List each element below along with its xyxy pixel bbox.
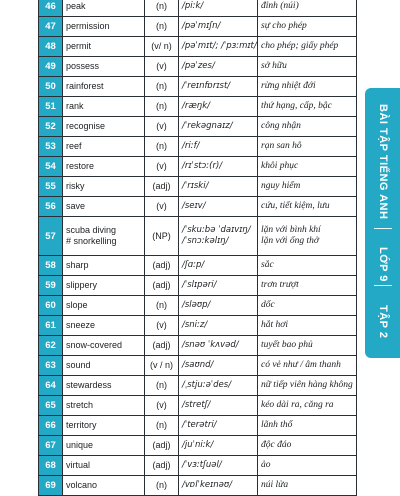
meaning-cell-text: lặn với bình khí: [261, 225, 321, 235]
pronunciation-cell-text: /pəˈzes/: [182, 61, 215, 71]
pronunciation-cell-text: /sləʊp/: [182, 300, 211, 310]
row-number-cell: [39, 197, 63, 217]
pronunciation-cell: [179, 77, 258, 97]
table-row: [39, 0, 357, 17]
meaning-cell-text: sự cho phép: [261, 21, 307, 31]
row-number-cell: [39, 137, 63, 157]
row-number-cell: [39, 37, 63, 57]
row-number-cell: [39, 356, 63, 376]
part-of-speech-cell-text: (v): [156, 161, 167, 171]
table-row: [39, 356, 357, 376]
pronunciation-cell: [179, 157, 258, 177]
word-cell: [63, 356, 145, 376]
word-cell-text: permission: [66, 21, 110, 31]
meaning-cell: [258, 37, 357, 57]
meaning-cell: [258, 296, 357, 316]
pronunciation-cell: [179, 476, 258, 496]
meaning-cell: [258, 436, 357, 456]
pronunciation-cell: [179, 117, 258, 137]
meaning-cell-text: dốc: [261, 300, 275, 310]
table-row: [39, 276, 357, 296]
meaning-cell: [258, 137, 357, 157]
part-of-speech-cell: [145, 0, 179, 17]
word-cell: [63, 97, 145, 117]
word-cell-text: virtual: [66, 460, 91, 470]
word-cell: [63, 276, 145, 296]
part-of-speech-cell-text: (v): [156, 61, 167, 71]
row-number-cell: [39, 57, 63, 77]
pronunciation-cell-text: /ˈrɪski/: [182, 181, 209, 191]
volume-label: TẬP 2: [377, 305, 389, 339]
meaning-cell: [258, 157, 357, 177]
word-cell-text: sneeze: [66, 320, 96, 330]
part-of-speech-cell: [145, 157, 179, 177]
row-number-cell: [39, 157, 63, 177]
meaning-cell-text: lãnh thổ: [261, 420, 293, 430]
table-row: [39, 316, 357, 336]
meaning-cell-text: độc đáo: [261, 440, 292, 450]
row-number-cell: [39, 456, 63, 476]
row-number-cell: [39, 0, 63, 17]
meaning-cell-text: rạn san hô: [261, 141, 302, 151]
word-cell-text: permit: [66, 41, 92, 51]
meaning-cell: [258, 476, 357, 496]
word-cell-text: scuba diving: [66, 225, 117, 235]
meaning-cell-text: đỉnh (núi): [261, 1, 299, 11]
pronunciation-cell-text: /pəˈmɪt/; /ˈpɜːmɪt/: [182, 41, 257, 51]
meaning-cell: [258, 316, 357, 336]
word-cell: [63, 436, 145, 456]
row-number-cell-text: 65: [45, 400, 56, 411]
table-row: [39, 416, 357, 436]
part-of-speech-cell-text: (n): [156, 420, 167, 430]
word-cell: [63, 336, 145, 356]
meaning-cell: [258, 177, 357, 197]
pronunciation-cell: [179, 197, 258, 217]
row-number-cell-text: 59: [45, 280, 56, 291]
word-cell: [63, 217, 145, 256]
part-of-speech-cell: [145, 97, 179, 117]
vocabulary-table-body: [39, 0, 357, 496]
part-of-speech-cell-text: (NP): [152, 230, 171, 241]
row-number-cell-text: 67: [45, 440, 56, 451]
meaning-cell-text: kéo dài ra, căng ra: [261, 400, 334, 410]
meaning-cell-text: thứ hạng, cấp, bậc: [261, 101, 332, 111]
word-cell: [63, 117, 145, 137]
meaning-cell: [258, 416, 357, 436]
part-of-speech-cell-text: (n): [156, 480, 167, 490]
part-of-speech-cell: [145, 316, 179, 336]
part-of-speech-cell: [145, 356, 179, 376]
row-number-cell-text: 64: [45, 380, 56, 391]
row-number-cell-text: 46: [45, 1, 56, 12]
word-cell-text: unique: [66, 440, 94, 450]
meaning-cell: [258, 336, 357, 356]
part-of-speech-cell: [145, 336, 179, 356]
row-number-cell: [39, 256, 63, 276]
row-number-cell-text: 53: [45, 141, 56, 152]
pronunciation-cell: [179, 256, 258, 276]
word-cell: [63, 137, 145, 157]
part-of-speech-cell: [145, 77, 179, 97]
word-cell-text: slippery: [66, 280, 98, 290]
row-number-cell-text: 66: [45, 420, 56, 431]
meaning-cell-text: có vẻ như / âm thanh: [261, 360, 341, 370]
pronunciation-cell: [179, 296, 258, 316]
part-of-speech-cell: [145, 416, 179, 436]
word-cell-text: sound: [66, 360, 91, 370]
row-number-cell: [39, 97, 63, 117]
pronunciation-cell-text: /stretʃ/: [182, 400, 211, 410]
meaning-cell-text: sở hữu: [261, 61, 287, 71]
meaning-cell: [258, 0, 357, 17]
row-number-cell-text: 61: [45, 320, 56, 331]
pronunciation-cell-text: /rɪˈstɔː(r)/: [182, 161, 223, 171]
pronunciation-cell-text: /saʊnd/: [182, 360, 214, 370]
part-of-speech-cell-text: (adj): [152, 280, 171, 290]
table-row: [39, 57, 357, 77]
pronunciation-cell: [179, 137, 258, 157]
row-number-cell-text: 48: [45, 41, 56, 52]
pronunciation-cell: [179, 356, 258, 376]
part-of-speech-cell: [145, 436, 179, 456]
part-of-speech-cell: [145, 57, 179, 77]
pronunciation-cell-text: /vɒlˈkeɪnəʊ/: [182, 480, 233, 490]
meaning-cell-text: nguy hiểm: [261, 181, 301, 191]
word-cell-text: save: [66, 201, 86, 211]
meaning-cell: [258, 456, 357, 476]
row-number-cell: [39, 17, 63, 37]
meaning-cell: [258, 256, 357, 276]
table-row: [39, 157, 357, 177]
table-row: [39, 117, 357, 137]
word-cell-text: rainforest: [66, 81, 104, 91]
part-of-speech-cell-text: (v): [156, 201, 167, 211]
pronunciation-cell-text: /sniːz/: [182, 320, 208, 330]
part-of-speech-cell: [145, 177, 179, 197]
word-cell: [63, 157, 145, 177]
part-of-speech-cell-text: (adj): [152, 340, 171, 350]
part-of-speech-cell-text: (v / n): [149, 360, 173, 370]
side-tab-divider: [374, 228, 392, 229]
row-number-cell: [39, 217, 63, 256]
row-number-cell-text: 62: [45, 340, 56, 351]
meaning-cell: [258, 197, 357, 217]
table-row: [39, 396, 357, 416]
part-of-speech-cell-text: (adj): [152, 460, 171, 470]
row-number-cell-text: 56: [45, 201, 56, 212]
vocabulary-table: [38, 0, 357, 496]
row-number-cell: [39, 416, 63, 436]
row-number-cell-text: 57: [45, 230, 56, 242]
table-row: [39, 97, 357, 117]
meaning-cell: [258, 117, 357, 137]
row-number-cell: [39, 316, 63, 336]
row-number-cell: [39, 77, 63, 97]
row-number-cell-text: 52: [45, 121, 56, 132]
word-cell: [63, 57, 145, 77]
table-row: [39, 177, 357, 197]
part-of-speech-cell-text: (adj): [152, 440, 171, 450]
pronunciation-cell-text: /snəʊ ˈkʌvəd/: [182, 340, 239, 350]
table-row: [39, 37, 357, 57]
pronunciation-cell: [179, 0, 258, 17]
word-cell-text: recognise: [66, 121, 106, 131]
pronunciation-cell: [179, 316, 258, 336]
word-cell: [63, 17, 145, 37]
pronunciation-cell: [179, 396, 258, 416]
meaning-cell-text: sắc: [261, 260, 274, 270]
part-of-speech-cell-text: (n): [156, 1, 167, 11]
word-cell: [63, 0, 145, 17]
side-tab-divider: [374, 285, 392, 286]
table-row: [39, 476, 357, 496]
meaning-cell-text: công nhận: [261, 121, 301, 131]
word-cell: [63, 416, 145, 436]
row-number-cell: [39, 276, 63, 296]
part-of-speech-cell-text: (n): [156, 101, 167, 111]
meaning-cell-text: núi lửa: [261, 480, 289, 490]
part-of-speech-cell-text: (v/ n): [151, 41, 172, 51]
row-number-cell: [39, 436, 63, 456]
part-of-speech-cell: [145, 256, 179, 276]
word-cell-text: volcano: [66, 480, 98, 490]
table-row: [39, 256, 357, 276]
table-row: [39, 77, 357, 97]
part-of-speech-cell: [145, 396, 179, 416]
row-number-cell-text: 69: [45, 480, 56, 491]
meaning-cell-text: khôi phục: [261, 161, 299, 171]
table-row: [39, 376, 357, 396]
table-row: [39, 436, 357, 456]
row-number-cell-text: 60: [45, 300, 56, 311]
part-of-speech-cell-text: (n): [156, 81, 167, 91]
word-cell: [63, 197, 145, 217]
word-cell: [63, 77, 145, 97]
table-row: [39, 17, 357, 37]
row-number-cell: [39, 376, 63, 396]
row-number-cell-text: 55: [45, 181, 56, 192]
pronunciation-cell-text: /ˈsnɔːkəlɪŋ/: [182, 236, 229, 246]
pronunciation-cell-text: /ˈterətri/: [182, 420, 217, 430]
word-cell-text: reef: [66, 141, 82, 151]
word-cell-text: sharp: [66, 260, 89, 270]
word-cell: [63, 296, 145, 316]
meaning-cell-text: cho phép; giấy phép: [261, 41, 339, 51]
meaning-cell-text: nữ tiếp viên hàng không: [261, 380, 353, 390]
part-of-speech-cell: [145, 376, 179, 396]
row-number-cell-text: 63: [45, 360, 56, 371]
part-of-speech-cell-text: (v): [156, 320, 167, 330]
row-number-cell: [39, 336, 63, 356]
pronunciation-cell: [179, 57, 258, 77]
row-number-cell: [39, 476, 63, 496]
row-number-cell: [39, 177, 63, 197]
meaning-cell-text: rừng nhiệt đới: [261, 81, 316, 91]
word-cell-text: stewardess: [66, 380, 112, 390]
word-cell-text: stretch: [66, 400, 94, 410]
word-cell: [63, 256, 145, 276]
word-cell: [63, 396, 145, 416]
meaning-cell-text: ảo: [261, 460, 271, 470]
word-cell-text: # snorkelling: [66, 236, 117, 246]
table-row: [39, 197, 357, 217]
row-number-cell-text: 68: [45, 460, 56, 471]
part-of-speech-cell: [145, 276, 179, 296]
meaning-cell: [258, 356, 357, 376]
part-of-speech-cell: [145, 456, 179, 476]
meaning-cell: [258, 276, 357, 296]
pronunciation-cell-text: /piːk/: [182, 1, 204, 11]
part-of-speech-cell-text: (v): [156, 121, 167, 131]
part-of-speech-cell-text: (v): [156, 400, 167, 410]
book-title-label: BÀI TẬP TIẾNG ANH: [377, 104, 389, 220]
part-of-speech-cell-text: (adj): [152, 260, 171, 270]
word-cell-text: slope: [66, 300, 88, 310]
meaning-cell: [258, 17, 357, 37]
word-cell: [63, 177, 145, 197]
table-row: [39, 217, 357, 256]
table-row: [39, 456, 357, 476]
row-number-cell-text: 50: [45, 81, 56, 92]
row-number-cell: [39, 396, 63, 416]
pronunciation-cell: [179, 217, 258, 256]
pronunciation-cell: [179, 416, 258, 436]
meaning-cell: [258, 217, 357, 256]
word-cell: [63, 456, 145, 476]
side-tab-text: [372, 96, 394, 352]
part-of-speech-cell: [145, 137, 179, 157]
pronunciation-cell: [179, 436, 258, 456]
pronunciation-cell-text: /ˈrekəgnaɪz/: [182, 121, 233, 131]
part-of-speech-cell: [145, 117, 179, 137]
word-cell: [63, 37, 145, 57]
meaning-cell-text: tuyết bao phủ: [261, 340, 313, 350]
word-cell: [63, 316, 145, 336]
part-of-speech-cell: [145, 17, 179, 37]
pronunciation-cell: [179, 177, 258, 197]
pronunciation-cell-text: /seɪv/: [182, 201, 206, 211]
row-number-cell: [39, 296, 63, 316]
pronunciation-cell: [179, 276, 258, 296]
word-cell-text: territory: [66, 420, 97, 430]
part-of-speech-cell: [145, 476, 179, 496]
word-cell: [63, 476, 145, 496]
pronunciation-cell-text: /ˈslɪpəri/: [182, 280, 217, 290]
part-of-speech-cell-text: (adj): [152, 181, 171, 191]
part-of-speech-cell-text: (n): [156, 380, 167, 390]
table-row: [39, 137, 357, 157]
word-cell-text: possess: [66, 61, 100, 71]
part-of-speech-cell: [145, 197, 179, 217]
pronunciation-cell: [179, 97, 258, 117]
word-cell-text: snow-covered: [66, 340, 123, 350]
meaning-cell: [258, 376, 357, 396]
word-cell-text: rank: [66, 101, 84, 111]
row-number-cell: [39, 117, 63, 137]
pronunciation-cell: [179, 37, 258, 57]
pronunciation-cell-text: /ræŋk/: [182, 101, 210, 111]
part-of-speech-cell-text: (n): [156, 21, 167, 31]
part-of-speech-cell: [145, 217, 179, 256]
meaning-cell: [258, 77, 357, 97]
pronunciation-cell-text: /pəˈmɪʃn/: [182, 21, 221, 31]
pronunciation-cell: [179, 17, 258, 37]
pronunciation-cell-text: /riːf/: [182, 141, 200, 151]
meaning-cell-text: hắt hơi: [261, 320, 288, 330]
meaning-cell: [258, 396, 357, 416]
row-number-cell-text: 54: [45, 161, 56, 172]
pronunciation-cell-text: /juˈniːk/: [182, 440, 214, 450]
part-of-speech-cell: [145, 296, 179, 316]
word-cell-text: restore: [66, 161, 95, 171]
table-row: [39, 296, 357, 316]
row-number-cell-text: 49: [45, 61, 56, 72]
meaning-cell: [258, 57, 357, 77]
pronunciation-cell: [179, 336, 258, 356]
pronunciation-cell-text: /ˌstjuːəˈdes/: [182, 380, 232, 390]
pronunciation-cell: [179, 376, 258, 396]
grade-label: LỚP 9: [377, 246, 389, 282]
pronunciation-cell-text: /ʃɑːp/: [182, 260, 205, 270]
meaning-cell-text: lặn với ống thở: [261, 236, 319, 246]
part-of-speech-cell-text: (n): [156, 300, 167, 310]
meaning-cell-text: trơn trượt: [261, 280, 299, 290]
row-number-cell-text: 47: [45, 21, 56, 32]
meaning-cell-text: cứu, tiết kiệm, lưu: [261, 201, 330, 211]
pronunciation-cell-text: /ˈvɜːtʃuəl/: [182, 460, 222, 470]
table-row: [39, 336, 357, 356]
pronunciation-cell-text: /ˈskuːbə ˈdaɪvɪŋ/: [182, 225, 251, 235]
part-of-speech-cell-text: (n): [156, 141, 167, 151]
word-cell-text: risky: [66, 181, 85, 191]
pronunciation-cell-text: /ˈreɪnfɒrɪst/: [182, 81, 231, 91]
part-of-speech-cell: [145, 37, 179, 57]
meaning-cell: [258, 97, 357, 117]
row-number-cell-text: 51: [45, 101, 56, 112]
word-cell: [63, 376, 145, 396]
row-number-cell-text: 58: [45, 260, 56, 271]
pronunciation-cell: [179, 456, 258, 476]
word-cell-text: peak: [66, 1, 86, 11]
